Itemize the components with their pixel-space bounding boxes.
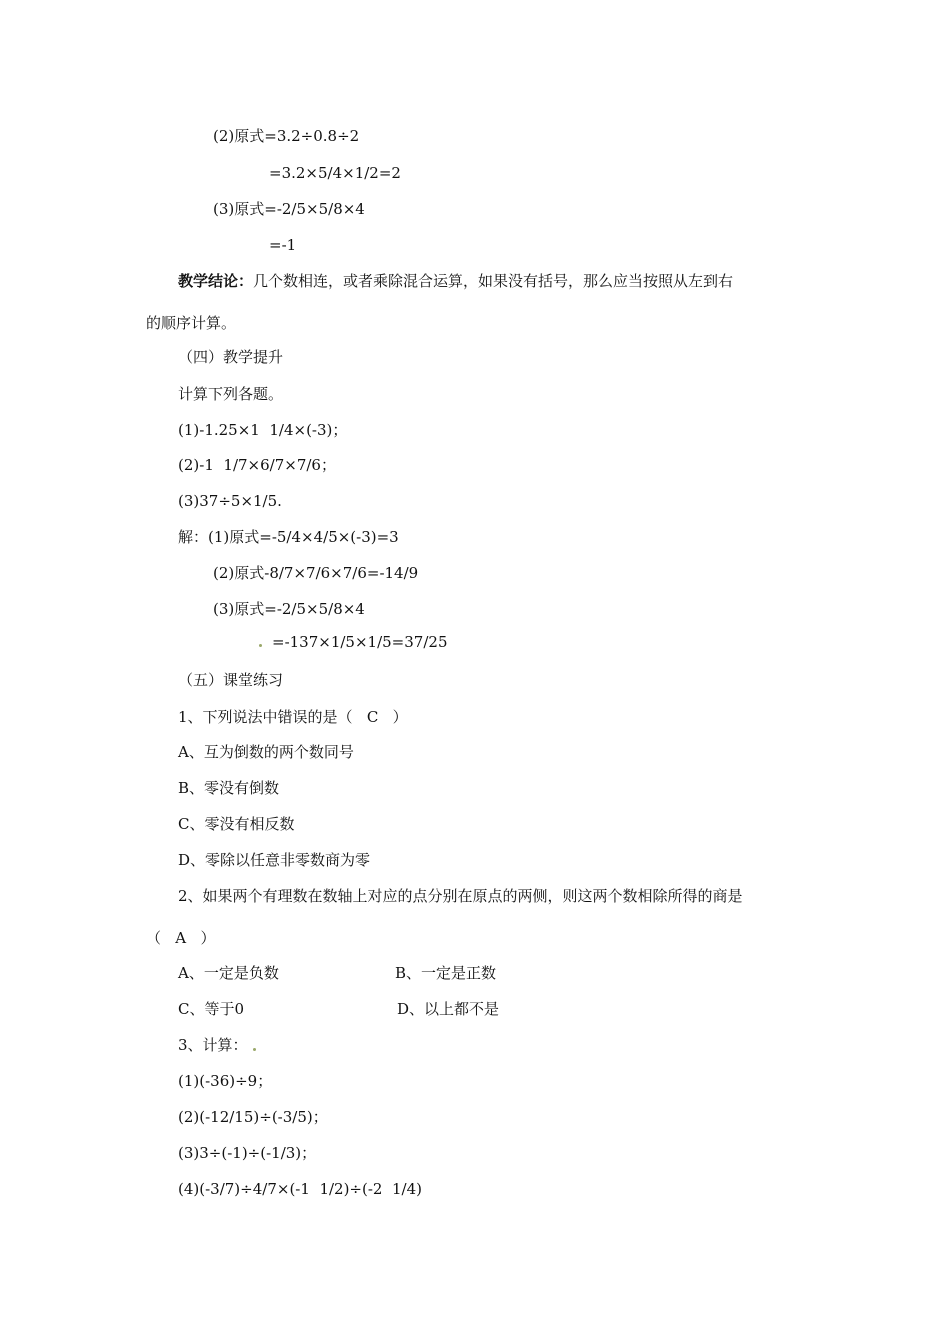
question-3-part-1: (1)(-36)÷9； bbox=[178, 1072, 273, 1090]
solution-3-step: =-137×1/5×1/5=37/25 bbox=[272, 633, 448, 651]
solution-line-2-step: =3.2×5/4×1/2=2 bbox=[269, 164, 401, 182]
solution-line-3-step: =-1 bbox=[269, 236, 297, 254]
section-5-title: （五）课堂练习 bbox=[178, 671, 284, 689]
question-1: 1、下列说法中错误的是（ C ） bbox=[178, 708, 408, 726]
question-3-part-4: (4)(-3/7)÷4/7×(-1 1/2)÷(-2 1/4) bbox=[178, 1180, 422, 1198]
question-2-option-c: C、等于0 bbox=[178, 1000, 245, 1018]
question-2-option-a: A、一定是负数 bbox=[178, 964, 279, 982]
question-2-answer: （ A ） bbox=[146, 929, 216, 947]
question-2: 2、如果两个有理数在数轴上对应的点分别在原点的两侧，则这两个数相除所得的商是 bbox=[178, 887, 743, 905]
section-4-intro: 计算下列各题。 bbox=[178, 385, 284, 403]
question-3-part-2: (2)(-12/15)÷(-3/5)； bbox=[178, 1108, 328, 1126]
solution-3: (3)原式=-2/5×5/8×4 bbox=[213, 600, 365, 618]
question-3: 3、计算： bbox=[178, 1036, 248, 1054]
question-1-option-a: A、互为倒数的两个数同号 bbox=[178, 743, 354, 761]
conclusion-text: 几个数相连，或者乘除混合运算，如果没有括号，那么应当按照从左到右 bbox=[253, 272, 734, 290]
solution-line-3: (3)原式=-2/5×5/8×4 bbox=[213, 200, 365, 218]
decorative-dot bbox=[259, 644, 262, 647]
question-1-option-b: B、零没有倒数 bbox=[178, 779, 280, 797]
question-1-option-c: C、零没有相反数 bbox=[178, 815, 295, 833]
solution-1: 解：(1)原式=-5/4×4/5×(-3)=3 bbox=[178, 528, 399, 546]
question-2-option-d: D、以上都不是 bbox=[397, 1000, 500, 1018]
conclusion-continuation: 的顺序计算。 bbox=[146, 314, 237, 332]
conclusion-paragraph bbox=[178, 271, 733, 291]
problem-3: (3)37÷5×1/5. bbox=[178, 492, 282, 510]
question-2-option-b: B、一定是正数 bbox=[395, 964, 497, 982]
decorative-dot bbox=[253, 1048, 256, 1051]
question-1-option-d: D、零除以任意非零数商为零 bbox=[178, 851, 371, 869]
problem-2: (2)-1 1/7×6/7×7/6； bbox=[178, 456, 336, 474]
section-4-title: （四）教学提升 bbox=[178, 348, 284, 366]
solution-line-2: (2)原式=3.2÷0.8÷2 bbox=[213, 127, 360, 145]
question-3-part-3: (3)3÷(-1)÷(-1/3)； bbox=[178, 1144, 317, 1162]
solution-2: (2)原式-8/7×7/6×7/6=-14/9 bbox=[213, 564, 419, 582]
conclusion-label: 教学结论： bbox=[178, 272, 254, 290]
problem-1: (1)-1.25×1 1/4×(-3)； bbox=[178, 421, 348, 439]
